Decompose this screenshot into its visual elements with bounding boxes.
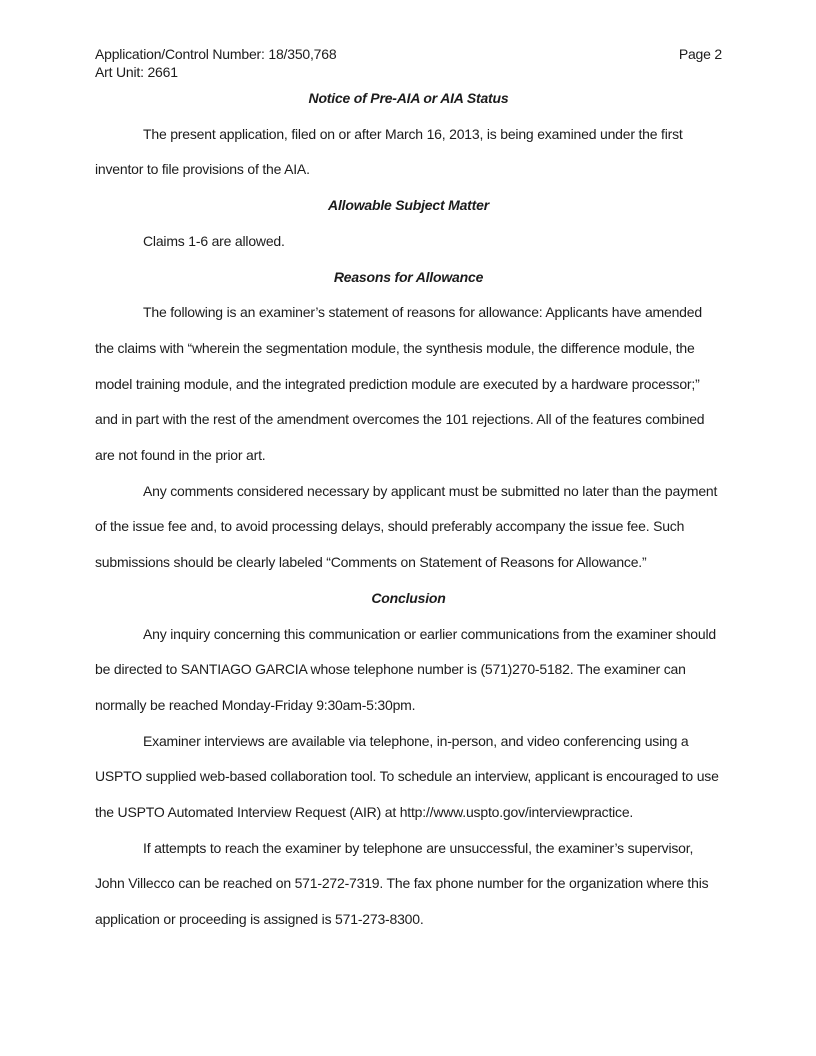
heading-allowable-subject-matter: Allowable Subject Matter bbox=[328, 197, 489, 214]
paragraph-conclusion-inquiry: Any inquiry concerning this communication or earlier communications from the examiner should be directed to SANTIAGO GARCIA whose telephone number is (571)270-5182. The examiner can normally be reached Monday-Friday 9:30am-5:30pm. bbox=[95, 625, 716, 713]
paragraph-conclusion-interviews: Examiner interviews are available via telephone, in-person, and video conferencing using a USPTO supplied web-based collaboration tool. To schedule an interview, applicant is encouraged to use the USPTO Automated Interview Request (AIR) at http://www.uspto.gov/interviewpractice. bbox=[95, 732, 719, 821]
paragraph-status: The present application, filed on or after March 16, 2013, is being examined under the first inventor to file provisions of the AIA. bbox=[95, 125, 683, 178]
paragraph-reasons-comments: Any comments considered necessary by applicant must be submitted no later than the payment of the issue fee and, to avoid processing delays, should preferably accompany the issue fee. Such submissions should be clearly labeled “Comments on Statement of Reasons for Allowance.” bbox=[95, 482, 718, 571]
heading-reasons-for-allowance: Reasons for Allowance bbox=[333, 268, 484, 285]
heading-notice-pre-aia-status: Notice of Pre-AIA or AIA Status bbox=[308, 90, 509, 106]
art-unit: Art Unit: 2661 bbox=[95, 63, 178, 80]
heading-conclusion: Conclusion bbox=[371, 589, 446, 606]
paragraph-conclusion-supervisor: If attempts to reach the examiner by telephone are unsuccessful, the examiner’s supervisor, John Villecco can be reached on 571-272-7319. The fax phone number for the organization where this application or proceeding is assigned is 571-273-8300. bbox=[95, 839, 709, 928]
paragraph-claims-allowed: Claims 1-6 are allowed. bbox=[143, 232, 285, 249]
document-header bbox=[95, 46, 722, 81]
paragraph-reasons-statement: The following is an examiner’s statement of reasons for allowance: Applicants have amended the claims with “wherein the segmentation module, the synthesis module, the difference module, the model training module, and the integrated prediction module are executed by a hardware processor;” and in part with the rest of the amendment overcomes the 101 rejections. All of the features combined are not found in the prior art. bbox=[95, 304, 705, 464]
application-control-number: Application/Control Number: 18/350,768 bbox=[95, 46, 337, 62]
page-number-label: Page 2 bbox=[678, 46, 722, 62]
header-left-block bbox=[95, 46, 336, 81]
